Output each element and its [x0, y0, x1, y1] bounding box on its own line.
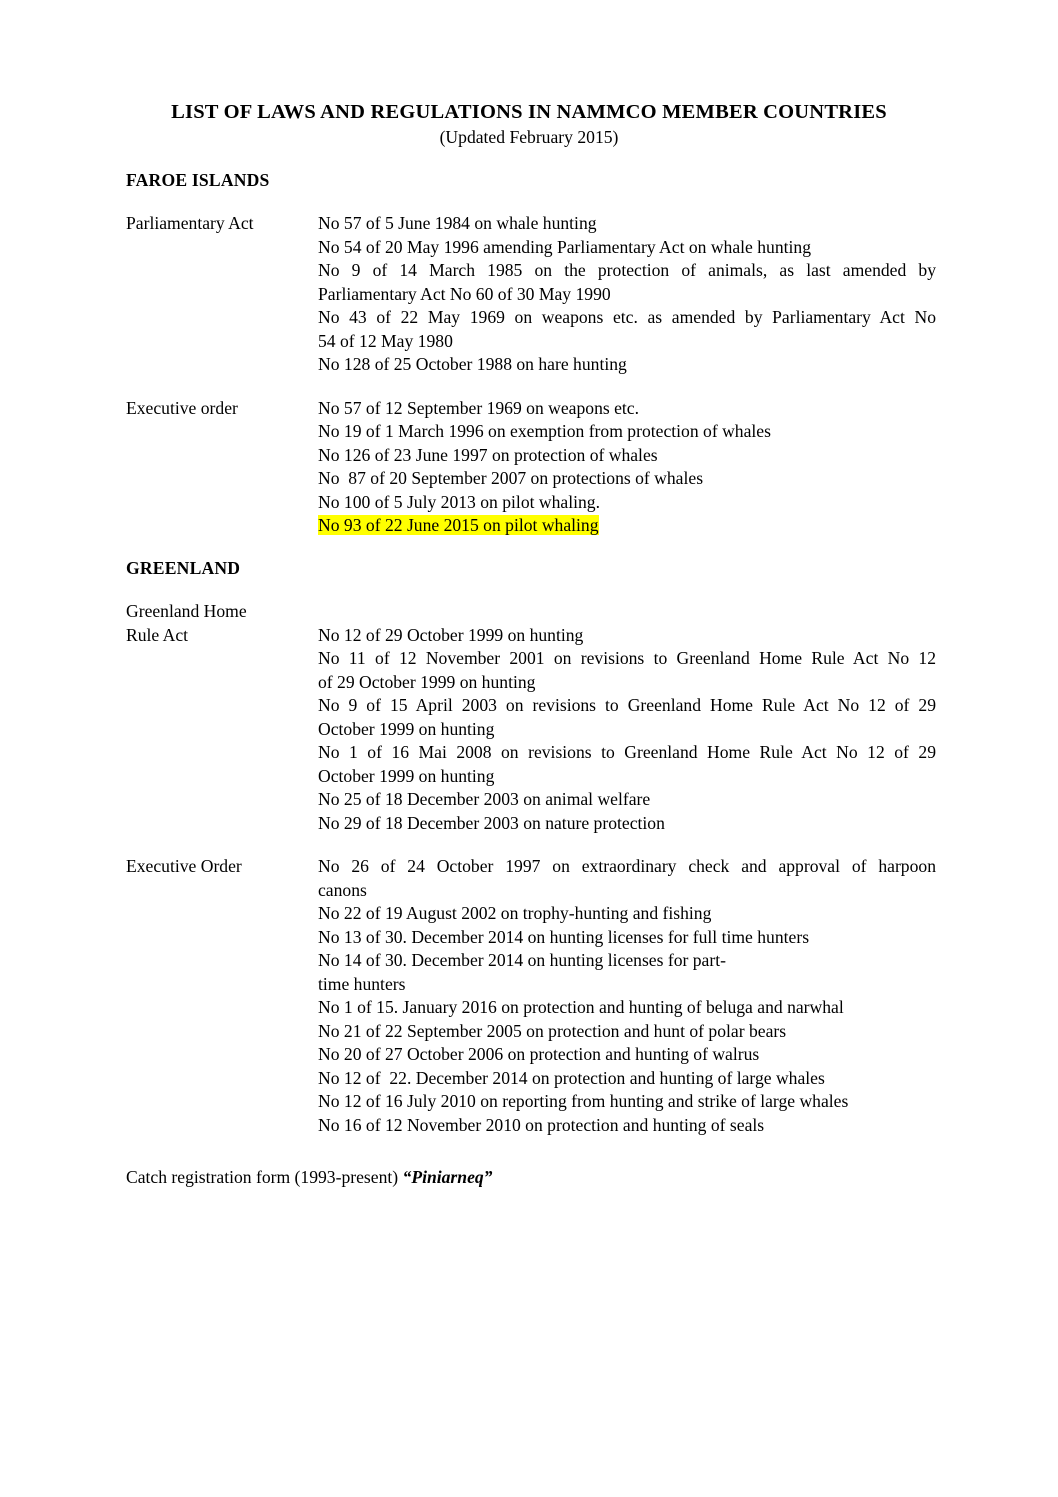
group-label-line: Parliamentary Act [126, 213, 254, 233]
law-entry-line: time hunters [318, 973, 406, 994]
law-entry-line: October 1999 on hunting [318, 765, 495, 786]
law-entry-line: No 57 of 12 September 1969 on weapons etc. [318, 397, 640, 418]
law-entry-line: No 20 of 27 October 2006 on protection and hunting of walrus [318, 1044, 760, 1064]
catch-registration-text: Catch registration form (1993-present) [126, 1167, 403, 1187]
law-entry-line: No 9 of 14 March 1985 on the protection of animals, as last amended by [318, 260, 936, 280]
law-entry-line: No 12 of 16 July 2010 on reporting from hunting and strike of large whales [318, 1091, 849, 1111]
catch-registration-form-name: “Piniarneq” [402, 1167, 493, 1187]
law-entry-line: No 100 of 5 July 2013 on pilot whaling. [318, 491, 600, 512]
law-entry-line: No 26 of 24 October 1997 on extraordinary check and approval of harpoon [318, 856, 936, 876]
law-group-greenland-home-rule-act [126, 600, 936, 835]
group-label-greenland-home-rule-act [126, 600, 318, 835]
law-entry-line: No 128 of 25 October 1988 on hare hunting [318, 354, 627, 374]
section-heading-greenland: GREENLAND [126, 557, 241, 578]
law-entries-executive-order-greenland [318, 855, 936, 1137]
law-entry-line: No 25 of 18 December 2003 on animal welfare [318, 789, 651, 809]
group-label-executive-order-faroe [126, 397, 318, 538]
group-label-line: Executive order [126, 397, 238, 418]
law-entry-line: No 16 of 12 November 2010 on protection and hunting of seals [318, 1114, 765, 1135]
law-entry-line: No 12 of 29 October 1999 on hunting [318, 624, 584, 645]
law-entry-line: canons [318, 879, 367, 900]
group-label-parliamentary-act [126, 212, 318, 377]
law-group-parliamentary-act [126, 212, 936, 377]
law-entry-line: No 29 of 18 December 2003 on nature protection [318, 812, 665, 833]
highlighted-law-entry-line [318, 514, 936, 538]
group-label-line: Executive Order [126, 856, 242, 876]
law-entry-line: No 21 of 22 September 2005 on protection and hunt of polar bears [318, 1020, 787, 1041]
law-entries-executive-order-faroe [318, 397, 936, 538]
law-group-executive-order-faroe [126, 397, 932, 538]
law-entry-line: No 126 of 23 June 1997 on protection of whales [318, 444, 658, 465]
law-entry-line: No 9 of 15 April 2003 on revisions to Greenland Home Rule Act No 12 of 29 [318, 695, 936, 715]
law-entries-parliamentary-act [318, 212, 936, 377]
law-entry-line: No 22 of 19 August 2002 on trophy-hunting and fishing [318, 903, 712, 923]
group-label-line: Rule Act [126, 624, 189, 645]
document-title: LIST OF LAWS AND REGULATIONS IN NAMMCO MEMBER COUNTRIES [171, 101, 887, 123]
law-group-executive-order-greenland [126, 855, 936, 1137]
law-entry-line: No 1 of 15. January 2016 on protection and hunting of beluga and narwhal [318, 997, 844, 1017]
highlight-mark: No 93 of 22 June 2015 on pilot whaling [318, 515, 599, 535]
section-heading-faroe-islands: FAROE ISLANDS [126, 169, 270, 190]
law-entry-line: No 19 of 1 March 1996 on exemption from protection of whales [318, 421, 771, 441]
law-entry-line: No 87 of 20 September 2007 on protections of whales [318, 468, 704, 488]
law-entry-line: No 11 of 12 November 2001 on revisions to Greenland Home Rule Act No 12 [318, 648, 936, 668]
law-entry-line: No 57 of 5 June 1984 on whale hunting [318, 213, 597, 233]
law-entry-line: October 1999 on hunting [318, 718, 495, 739]
law-entry-line: Parliamentary Act No 60 of 30 May 1990 [318, 283, 611, 304]
law-entry-line: No 13 of 30. December 2014 on hunting licenses for full time hunters [318, 926, 810, 947]
law-entry-line: 54 of 12 May 1980 [318, 330, 453, 351]
law-entry-line: No 1 of 16 Mai 2008 on revisions to Greenland Home Rule Act No 12 of 29 [318, 742, 936, 762]
group-label-line: Greenland Home [126, 601, 247, 621]
catch-registration-note [126, 1166, 932, 1190]
law-entry-line: No 54 of 20 May 1996 amending Parliamentary Act on whale hunting [318, 236, 812, 257]
law-entry-line: of 29 October 1999 on hunting [318, 671, 536, 692]
group-label-executive-order-greenland [126, 855, 318, 1137]
law-entries-greenland-home-rule-act [318, 624, 936, 836]
law-entry-line: No 12 of 22. December 2014 on protection and hunting of large whales [318, 1067, 825, 1088]
law-entry-line: No 14 of 30. December 2014 on hunting licenses for part- [318, 950, 726, 970]
law-entry-line: No 43 of 22 May 1969 on weapons etc. as amended by Parliamentary Act No [318, 307, 936, 327]
document-body [126, 169, 936, 1138]
document-subtitle: (Updated February 2015) [439, 127, 619, 147]
